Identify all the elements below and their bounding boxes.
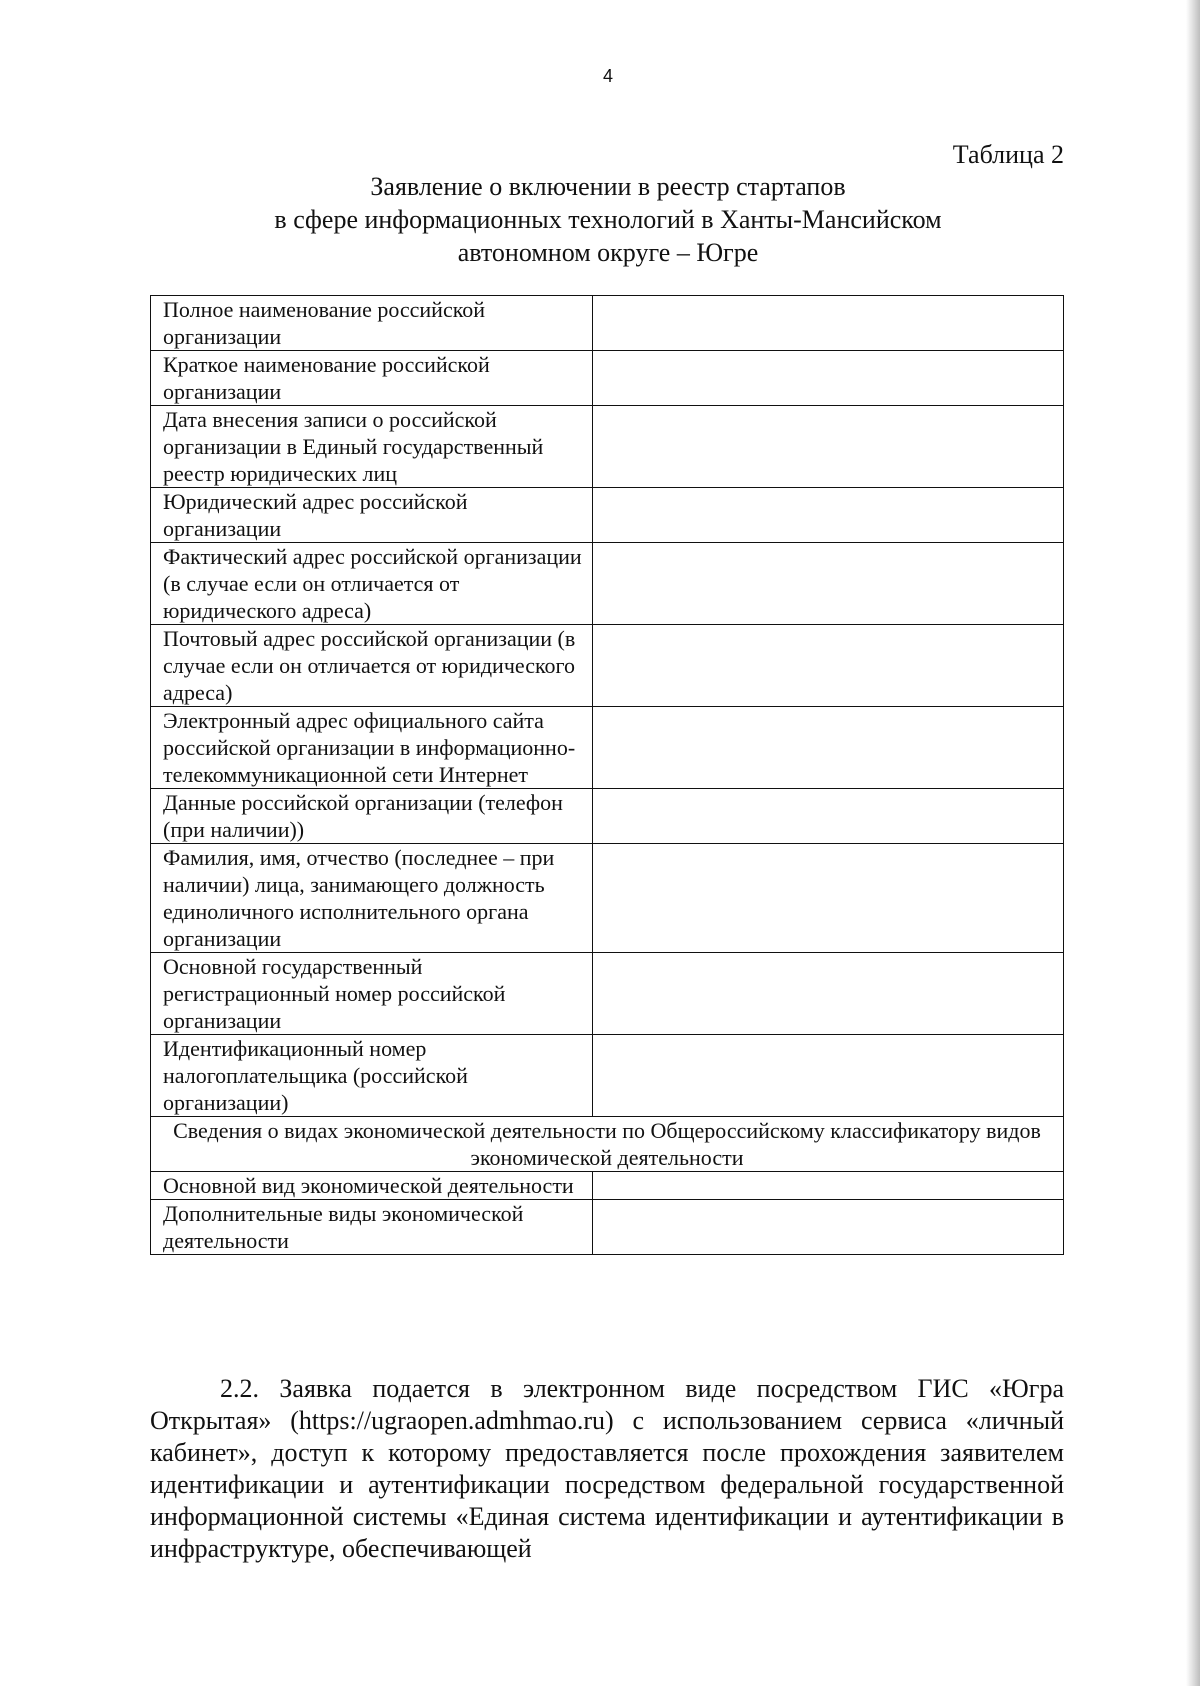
- title-line: автономном округе – Югре: [457, 238, 759, 267]
- title-line: Заявление о включении в реестр стартапов: [370, 172, 846, 201]
- row-label: Полное наименование российской организации: [151, 296, 593, 351]
- row-value-cell[interactable]: [592, 1035, 1063, 1117]
- table-row: [151, 351, 1064, 406]
- row-value-cell[interactable]: [592, 707, 1063, 789]
- row-label: Электронный адрес официального сайта российской организации в информационно-телекоммуникационной сети Интернет: [151, 707, 593, 789]
- row-value-cell[interactable]: [592, 351, 1063, 406]
- row-label: Основной вид экономической деятельности: [151, 1172, 593, 1200]
- title-line: в сфере информационных технологий в Ханты-Мансийском: [274, 205, 942, 234]
- table-row: [151, 789, 1064, 844]
- table-row: [151, 1200, 1064, 1255]
- table-row: [151, 844, 1064, 953]
- table-row: [151, 625, 1064, 707]
- row-label: Краткое наименование российской организации: [151, 351, 593, 406]
- section-header-row: [151, 1117, 1064, 1172]
- row-value-cell[interactable]: [592, 844, 1063, 953]
- row-value-cell[interactable]: [592, 543, 1063, 625]
- section-header: Сведения о видах экономической деятельности по Общероссийскому классификатору видов экономической деятельности: [151, 1117, 1064, 1172]
- row-label: Дата внесения записи о российской организации в Единый государственный реестр юридических лиц: [151, 406, 593, 488]
- scan-edge-shadow: [1186, 0, 1200, 1686]
- row-label: Фактический адрес российской организации (в случае если он отличается от юридического адреса): [151, 543, 593, 625]
- table-row: [151, 1035, 1064, 1117]
- row-label: Почтовый адрес российской организации (в случае если он отличается от юридического адреса): [151, 625, 593, 707]
- table-label: Таблица 2: [952, 140, 1064, 169]
- row-value-cell[interactable]: [592, 406, 1063, 488]
- row-value-cell[interactable]: [592, 1172, 1063, 1200]
- row-label: Дополнительные виды экономической деятельности: [151, 1200, 593, 1255]
- table-row: [151, 296, 1064, 351]
- row-label: Юридический адрес российской организации: [151, 488, 593, 543]
- body-paragraph: 2.2. Заявка подается в электронном виде посредством ГИС «Югра Открытая» (https://ugraopen.admhmao.ru) с использованием сервиса «личный кабинет», доступ к которому предоставляется после прохождения заявителем идентификации и аутентификации посредством федеральной государственной информационной системы «Единая система идентификации и аутентификации в инфраструктуре, обеспечивающей: [150, 1374, 1064, 1563]
- document-title: [200, 170, 1016, 269]
- row-value-cell[interactable]: [592, 1200, 1063, 1255]
- row-value-cell[interactable]: [592, 625, 1063, 707]
- table-row: [151, 707, 1064, 789]
- row-label: Данные российской организации (телефон (при наличии)): [151, 789, 593, 844]
- row-value-cell[interactable]: [592, 789, 1063, 844]
- row-value-cell[interactable]: [592, 488, 1063, 543]
- row-value-cell[interactable]: [592, 953, 1063, 1035]
- page-number: 4: [602, 66, 613, 86]
- table-row: [151, 953, 1064, 1035]
- row-value-cell[interactable]: [592, 296, 1063, 351]
- application-table: [150, 295, 1064, 1255]
- row-label: Основной государственный регистрационный номер российской организации: [151, 953, 593, 1035]
- row-label: Идентификационный номер налогоплательщика (российской организации): [151, 1035, 593, 1117]
- table-row: [151, 488, 1064, 543]
- table-row: [151, 1172, 1064, 1200]
- row-label: Фамилия, имя, отчество (последнее – при наличии) лица, занимающего должность единоличного исполнительного органа организации: [151, 844, 593, 953]
- table-row: [151, 543, 1064, 625]
- table-row: [151, 406, 1064, 488]
